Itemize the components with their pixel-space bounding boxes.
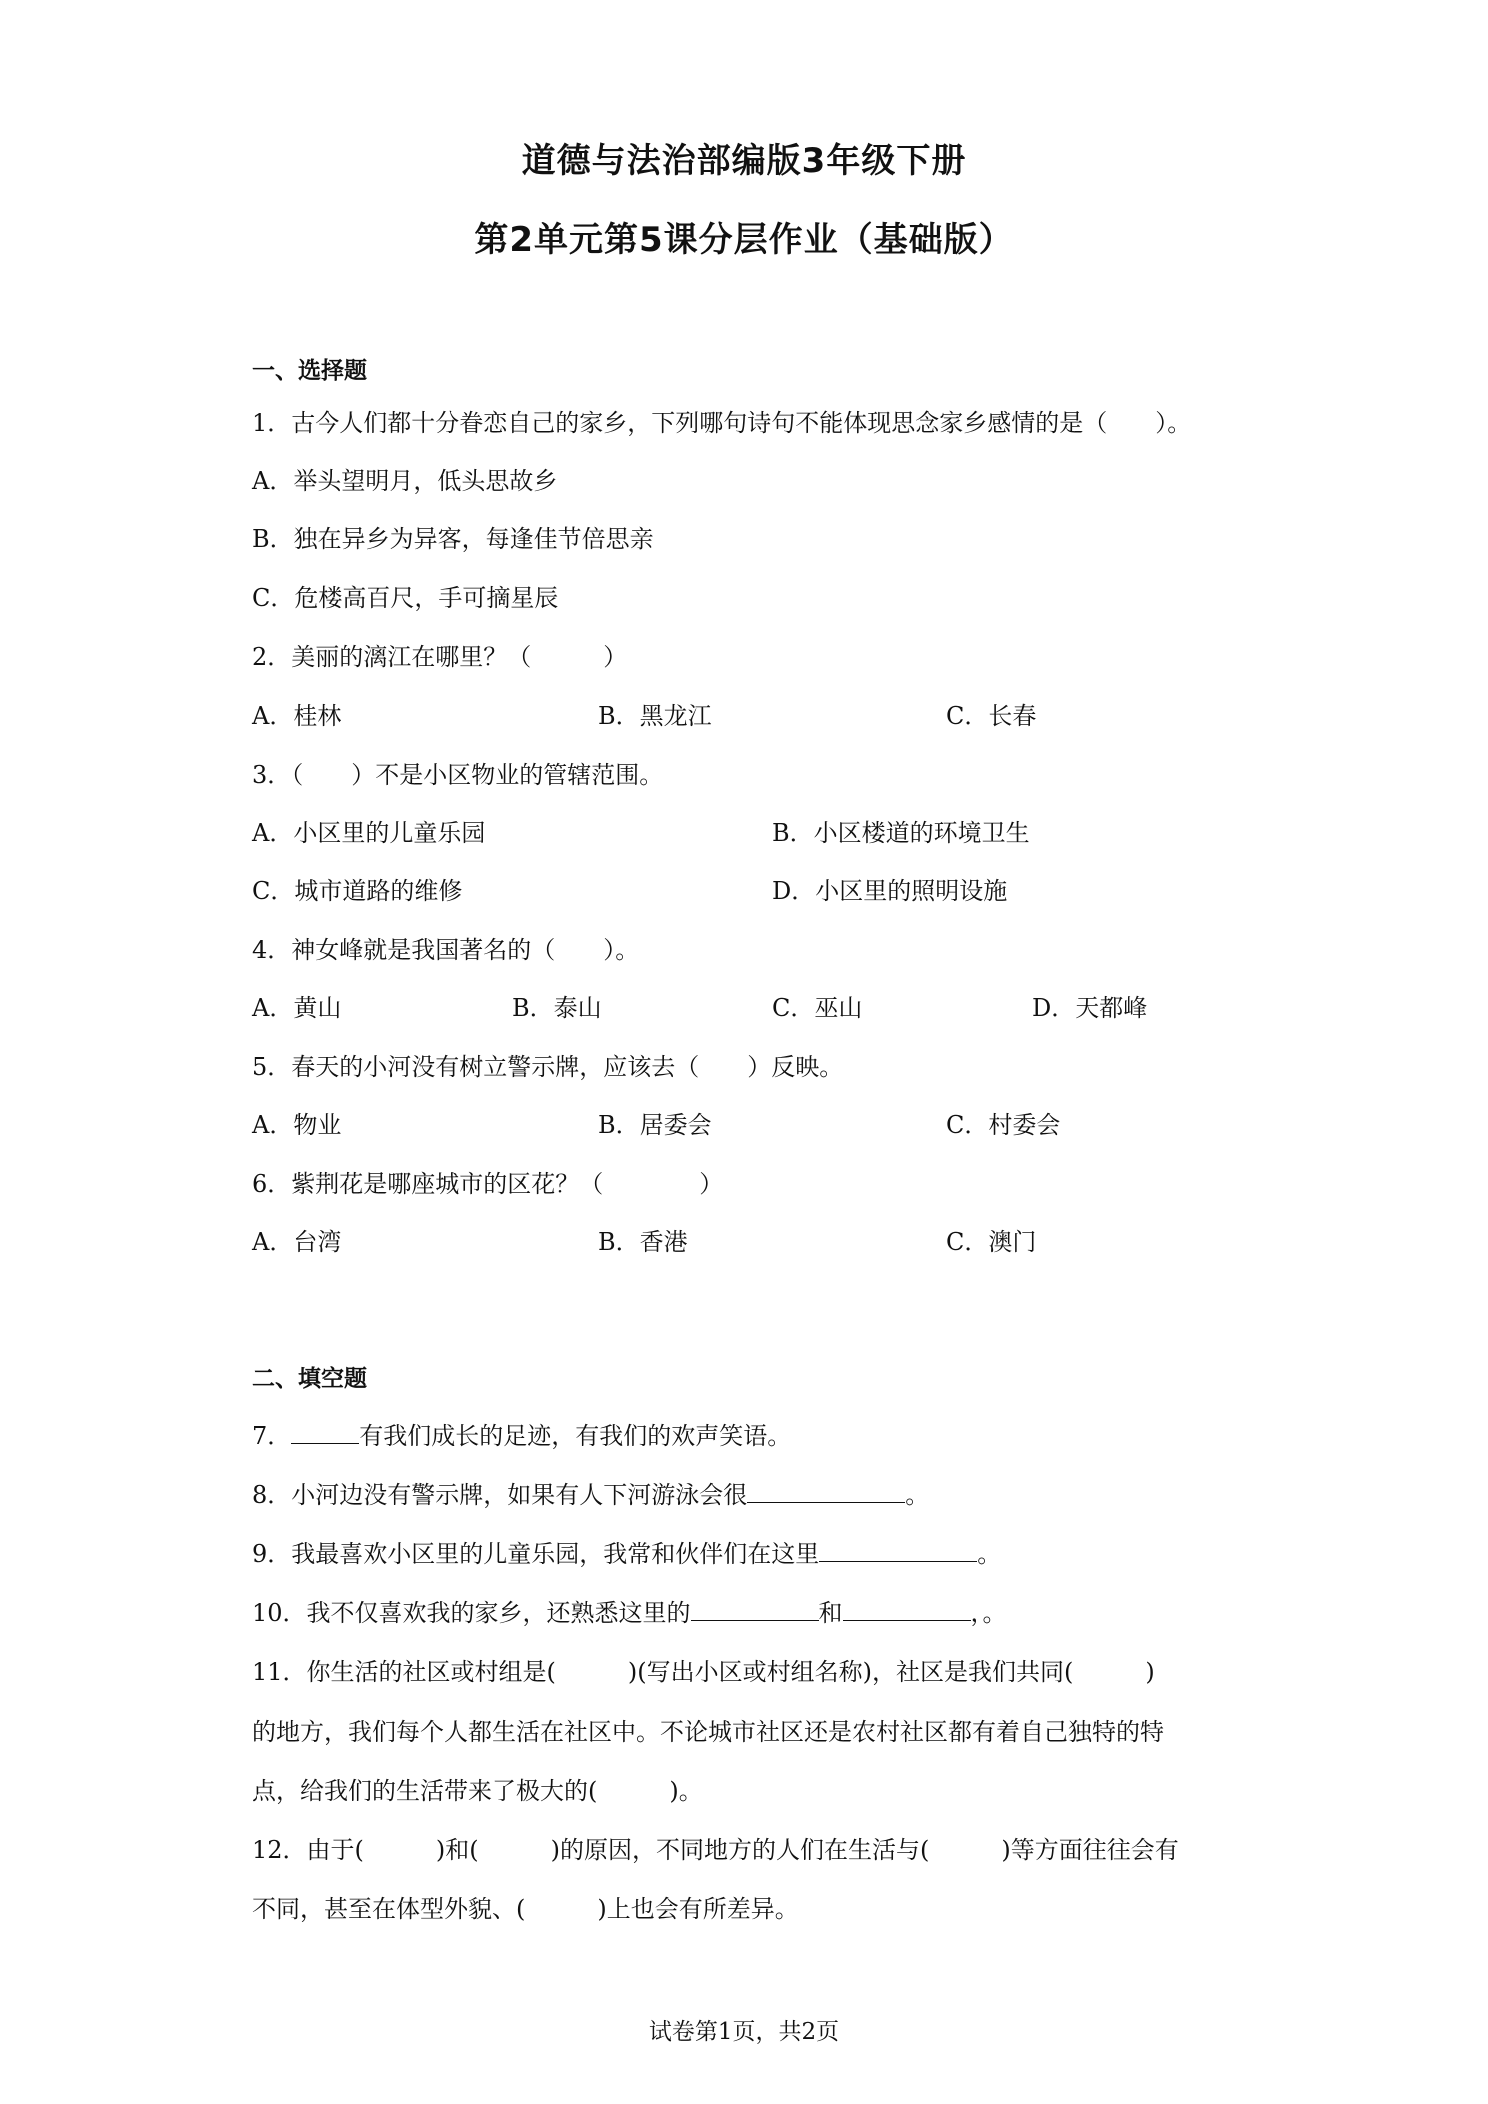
question-8 [252,1475,929,1510]
question-7-text: 有我们成长的足迹，有我们的欢声笑语。 [359,1422,792,1450]
question-5-option-c: C．村委会 [946,1111,1061,1139]
page-title: 道德与法治部编版3年级下册 [521,141,967,181]
question-9-end: 。 [977,1540,1002,1568]
question-1-option-a: A．举头望明月，低头思故乡 [252,467,558,495]
answer-blank [747,1480,905,1503]
question-8-end: 。 [905,1481,930,1509]
question-6-option-a: A．台湾 [252,1228,342,1256]
answer-blank [691,1598,819,1621]
question-10-text: 10．我不仅喜欢我的家乡，还熟悉这里的 [252,1599,691,1627]
section-heading-fill: 二、填空题 [252,1366,367,1392]
question-9 [252,1534,1001,1569]
question-11-line-1: 11．你生活的社区或村组是( )(写出小区或村组名称)，社区是我们共同( ) [252,1658,1155,1686]
question-4-option-c: C．巫山 [772,994,863,1022]
question-3-option-d: D．小区里的照明设施 [772,877,1008,905]
question-3-stem: 3．（ ）不是小区物业的管辖范围。 [252,761,664,789]
question-10-mid: 和 [818,1599,843,1627]
question-12-line-1: 12．由于( )和( )的原因，不同地方的人们在生活与( )等方面往往会有 [252,1836,1179,1864]
question-11-line-2: 的地方，我们每个人都生活在社区中。不论城市社区还是农村社区都有着自己独特的特 [252,1718,1164,1746]
section-heading-choice: 一、选择题 [252,358,367,384]
question-10 [252,1593,1007,1628]
question-4-option-a: A．黄山 [252,994,342,1022]
question-2-option-b: B．黑龙江 [598,702,712,730]
question-5-option-a: A．物业 [252,1111,342,1139]
page-subtitle: 第2单元第5课分层作业（基础版） [474,220,1014,260]
question-9-text: 9．我最喜欢小区里的儿童乐园，我常和伙伴们在这里 [252,1540,820,1568]
question-3-option-c: C．城市道路的维修 [252,877,463,905]
question-2-stem: 2．美丽的漓江在哪里？（ ） [252,643,628,671]
question-6-option-b: B．香港 [598,1228,688,1256]
question-4-stem: 4．神女峰就是我国著名的（ ）。 [252,936,640,964]
question-7 [252,1416,791,1451]
question-8-text: 8．小河边没有警示牌，如果有人下河游泳会很 [252,1481,748,1509]
question-10-end: ，。 [970,1599,1007,1627]
question-1-stem: 1．古今人们都十分眷恋自己的家乡，下列哪句诗句不能体现思念家乡感情的是（ ）。 [252,409,1192,437]
question-11-line-3: 点，给我们的生活带来了极大的( )。 [252,1777,703,1805]
question-2-option-c: C．长春 [946,702,1037,730]
question-2-option-a: A．桂林 [252,702,342,730]
question-3-option-b: B．小区楼道的环境卫生 [772,819,1030,847]
page-footer: 试卷第1页，共2页 [648,2019,840,2045]
question-6-option-c: C．澳门 [946,1228,1037,1256]
question-5-option-b: B．居委会 [598,1111,712,1139]
question-3-option-a: A．小区里的儿童乐园 [252,819,486,847]
answer-blank [291,1421,359,1444]
answer-blank [819,1539,977,1562]
question-4-option-d: D．天都峰 [1032,994,1148,1022]
question-5-stem: 5．春天的小河没有树立警示牌，应该去（ ）反映。 [252,1053,844,1081]
question-4-option-b: B．泰山 [512,994,602,1022]
question-1-option-c: C．危楼高百尺，手可摘星辰 [252,584,559,612]
question-12-line-2: 不同，甚至在体型外貌、( )上也会有所差异。 [252,1895,799,1923]
question-1-option-b: B．独在异乡为异客，每逢佳节倍思亲 [252,525,654,553]
question-6-stem: 6．紫荆花是哪座城市的区花？（ ） [252,1170,724,1198]
question-7-number: 7． [252,1422,292,1450]
answer-blank [843,1598,971,1621]
